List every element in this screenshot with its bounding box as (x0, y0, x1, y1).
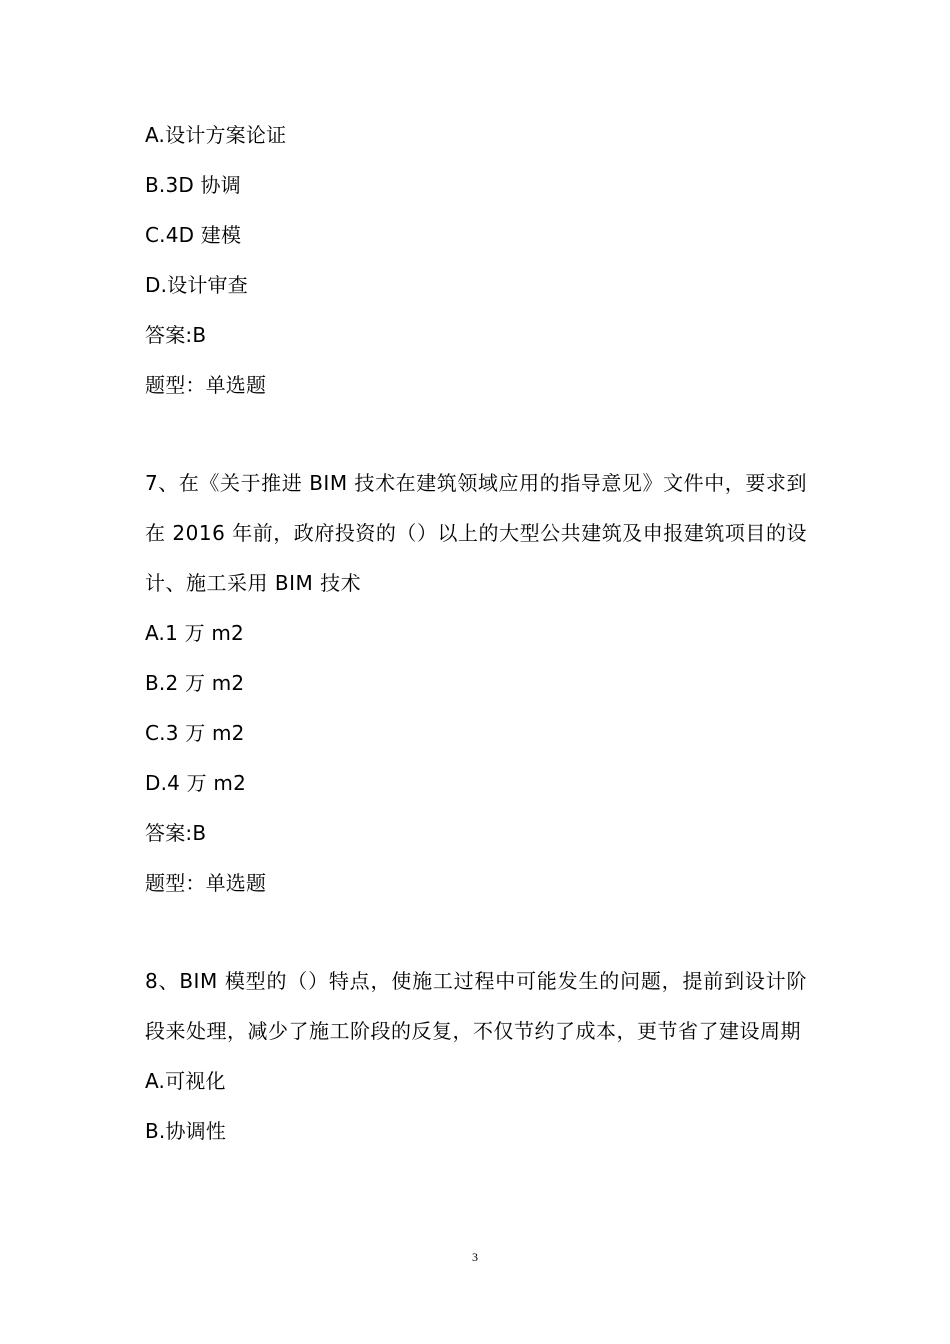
spacer (145, 410, 807, 458)
question-type: 题型：单选题 (145, 373, 267, 397)
option-c: C.4D 建模 (145, 223, 242, 247)
option-a: A.设计方案论证 (145, 123, 287, 147)
spacer (145, 908, 807, 956)
question-7 (145, 458, 807, 908)
page-number: 3 (472, 1250, 478, 1264)
answer: 答案:B (145, 323, 207, 347)
question-8 (145, 956, 807, 1156)
question-6-tail (145, 110, 807, 410)
option-b: B.2 万 m2 (145, 671, 245, 695)
answer: 答案:B (145, 821, 207, 845)
option-d: D.4 万 m2 (145, 771, 247, 795)
option-b: B.3D 协调 (145, 173, 241, 197)
question-text: 7、在《关于推进 BIM 技术在建筑领域应用的指导意见》文件中，要求到在 2016 年前，政府投资的（）以上的大型公共建筑及申报建筑项目的设计、施工采用 BIM 技术 (145, 471, 807, 595)
page-content (145, 110, 807, 1156)
option-a: A.1 万 m2 (145, 621, 244, 645)
option-c: C.3 万 m2 (145, 721, 245, 745)
question-text: 8、BIM 模型的（）特点，使施工过程中可能发生的问题，提前到设计阶段来处理，减少了施工阶段的反复，不仅节约了成本，更节省了建设周期 (145, 969, 807, 1043)
option-d: D.设计审查 (145, 273, 248, 297)
option-b: B.协调性 (145, 1119, 227, 1143)
question-type: 题型：单选题 (145, 871, 267, 895)
option-a: A.可视化 (145, 1069, 226, 1093)
